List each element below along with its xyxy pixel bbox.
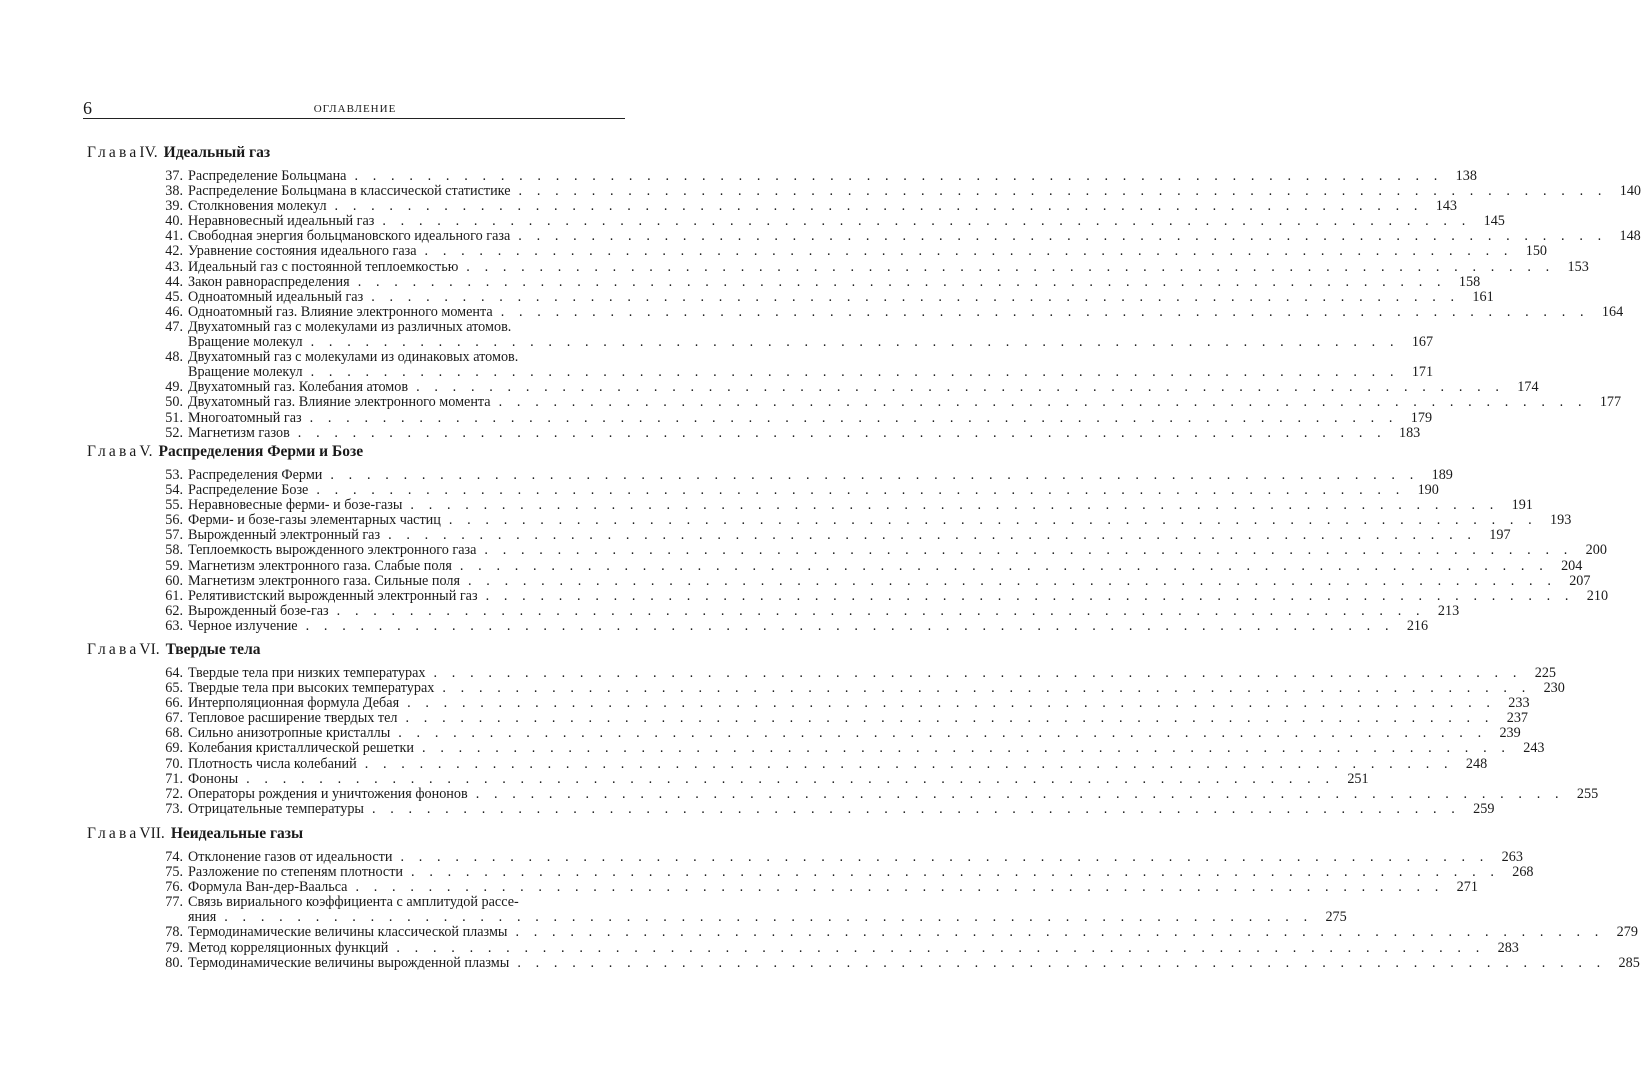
chapter-title: Неидеальные газы — [170, 825, 304, 842]
entry-page: 283 — [1497, 939, 1519, 956]
dot-leader: . . . . . . . . . . . . . . . . . . . . . . . . . . . . . . . . . . . . . . . . . . . . . . . . . . . . . . . . . . . . — [364, 755, 1454, 772]
entry-number: 40. — [165, 213, 183, 230]
entry-page: 225 — [1534, 665, 1556, 681]
dot-leader: . . . . . . . . . . . . . . . . . . . . . . . . . . . . . . . . . . . . . . . . . . . . . . . . . . . . . . . . . . . . — [316, 482, 1405, 499]
dot-leader: . . . . . . . . . . . . . . . . . . . . . . . . . . . . . . . . . . . . . . . . . . . . . . . . . . . . . . . . . . . . — [310, 334, 1400, 351]
entry-page: 275 — [1325, 909, 1347, 926]
entry-page: 183 — [1398, 424, 1421, 441]
entry-page: 177 — [1599, 394, 1622, 411]
entry-number: 58. — [165, 542, 183, 559]
entry-title: Твердые тела при низких температурах — [188, 665, 426, 681]
entry-number: 62. — [165, 602, 183, 619]
entry-page: 153 — [1567, 258, 1589, 275]
toc-entry[interactable] — [87, 695, 1530, 712]
entry-title: Разложение по степеням плотности — [188, 864, 404, 881]
chapter-numeral: IV. — [139, 144, 158, 161]
toc-entry[interactable] — [87, 954, 1640, 971]
entry-title: Распределение Больцмана в классической статистике — [188, 183, 511, 200]
dot-leader: . . . . . . . . . . . . . . . . . . . . . . . . . . . . . . . . . . . . . . . . . . . . . . . . . . . . . . . . . . . . — [309, 409, 1399, 426]
toc-entry[interactable] — [87, 288, 1494, 305]
entry-title: Термодинамические величины классической плазмы — [188, 924, 508, 941]
entry-title: Метод корреляционных функций — [188, 939, 389, 956]
toc-entry[interactable] — [87, 512, 1572, 529]
entry-number: 49. — [165, 379, 183, 396]
dot-leader: . . . . . . . . . . . . . . . . . . . . . . . . . . . . . . . . . . . . . . . . . . . . . . . . . . . . . . . . . . . . — [500, 303, 1590, 320]
entry-title: Вырожденный бозе-газ — [188, 602, 329, 619]
dot-leader: . . . . . . . . . . . . . . . . . . . . . . . . . . . . . . . . . . . . . . . . . . . . . . . . . . . . . . . . . . . . — [357, 273, 1447, 290]
entry-title: Неравновесный идеальный газ — [188, 213, 375, 230]
toc-entry-continuation[interactable] — [87, 334, 1434, 351]
dot-leader: . . . . . . . . . . . . . . . . . . . . . . . . . . . . . . . . . . . . . . . . . . . . . . . . . . . . . . . . . . . . — [484, 542, 1573, 559]
chapter-heading — [87, 823, 625, 844]
toc-entry[interactable] — [87, 350, 625, 365]
toc-entry[interactable] — [87, 213, 1505, 230]
toc-entry[interactable] — [87, 409, 1433, 426]
dot-leader: . . . . . . . . . . . . . . . . . . . . . . . . . . . . . . . . . . . . . . . . . . . . . . . . . . . . . . . . . . . . — [382, 213, 1471, 230]
entry-title: Плотность числа колебаний — [188, 755, 357, 772]
entry-page: 251 — [1347, 770, 1369, 787]
toc-entry[interactable] — [87, 394, 1622, 411]
entry-indent — [87, 910, 183, 925]
entry-title-continuation: яния — [188, 909, 217, 926]
chapter-numeral: VII. — [139, 825, 165, 842]
entry-page: 285 — [1618, 954, 1640, 971]
toc-entry[interactable] — [87, 800, 1495, 817]
entry-title: Формула Ван-дер-Ваальса — [188, 879, 348, 896]
entry-number: 71. — [165, 770, 183, 787]
dot-leader: . . . . . . . . . . . . . . . . . . . . . . . . . . . . . . . . . . . . . . . . . . . . . . . . . . . . . . . . . . . . — [433, 665, 1522, 681]
toc-entry[interactable] — [87, 755, 1488, 772]
toc-entry[interactable] — [87, 183, 1641, 200]
entry-title: Релятивистский вырожденный электронный газ — [188, 587, 478, 604]
toc-entry[interactable] — [87, 168, 1477, 184]
toc-entry[interactable] — [87, 770, 1369, 787]
entry-number: 74. — [165, 849, 183, 865]
toc-entry-continuation[interactable] — [87, 909, 1347, 926]
toc-entry[interactable] — [87, 497, 1533, 514]
entry-title: Двухатомный газ с молекулами из различных атомов. — [188, 318, 512, 335]
entry-title: Черное излучение — [188, 617, 298, 634]
entry-title: Двухатомный газ с молекулами из одинаковых атомов. — [188, 349, 519, 366]
chapter-vi — [87, 639, 1599, 817]
chapter-title: Идеальный газ — [163, 144, 271, 161]
entry-title: Уравнение состояния идеального газа — [188, 243, 417, 260]
toc-entry[interactable] — [87, 198, 1458, 215]
toc-entry[interactable] — [87, 303, 1624, 320]
entry-title: Свободная энергия больцмановского идеального газа — [188, 228, 511, 245]
chapter-heading — [87, 142, 625, 163]
dot-leader: . . . . . . . . . . . . . . . . . . . . . . . . . . . . . . . . . . . . . . . . . . . . . . . . . . . . . . . . . . . . — [442, 680, 1531, 697]
chapter-vii — [87, 823, 1640, 971]
running-title: ОГЛАВЛЕНИЕ — [313, 103, 397, 115]
dot-leader: . . . . . . . . . . . . . . . . . . . . . . . . . . . . . . . . . . . . . . . . . . . . . . . . . . . . . . . . . . . . — [466, 258, 1555, 275]
toc-entry[interactable] — [87, 710, 1528, 727]
entry-number: 79. — [165, 939, 183, 956]
entry-number: 75. — [165, 864, 183, 881]
entry-title: Идеальный газ с постоянной теплоемкостью — [188, 258, 459, 275]
entry-indent — [87, 335, 183, 350]
entry-page: 161 — [1472, 288, 1494, 305]
entry-title: Магнетизм газов — [188, 424, 290, 441]
dot-leader: . . . . . . . . . . . . . . . . . . . . . . . . . . . . . . . . . . . . . . . . . . . . . . . . . . . . . . . . . . . . — [355, 879, 1444, 896]
toc-entry[interactable] — [87, 587, 1609, 604]
entry-title-continuation: Вращение молекул — [188, 334, 303, 351]
dot-leader: . . . . . . . . . . . . . . . . . . . . . . . . . . . . . . . . . . . . . . . . . . . . . . . . . . . . . . . . . . . . — [224, 909, 1313, 926]
entry-number: 72. — [165, 785, 183, 802]
entry-number: 70. — [165, 755, 183, 772]
entry-title: Фононы — [188, 770, 239, 787]
entry-page: 243 — [1523, 740, 1545, 757]
entry-page: 164 — [1601, 303, 1624, 320]
toc-entry[interactable] — [87, 243, 1548, 260]
dot-leader: . . . . . . . . . . . . . . . . . . . . . . . . . . . . . . . . . . . . . . . . . . . . . . . . . . . . . . . . . . . . — [518, 183, 1608, 200]
entry-number: 42. — [165, 243, 183, 260]
entry-page: 204 — [1561, 557, 1583, 574]
entry-page: 239 — [1499, 725, 1521, 742]
entry-page: 279 — [1616, 924, 1638, 941]
toc-entry[interactable] — [87, 320, 625, 335]
dot-leader: . . . . . . . . . . . . . . . . . . . . . . . . . . . . . . . . . . . . . . . . . . . . . . . . . . . . . . . . . . . . — [422, 740, 1511, 757]
toc-entry[interactable] — [87, 602, 1460, 619]
chapter-numeral: V. — [139, 443, 153, 460]
entry-number: 73. — [165, 800, 183, 817]
dot-leader: . . . . . . . . . . . . . . . . . . . . . . . . . . . . . . . . . . . . . . . . . . . . . . . . . . . . . . . . . . . . — [459, 557, 1549, 574]
entry-page: 271 — [1456, 879, 1478, 896]
toc-entry[interactable] — [87, 273, 1481, 290]
entry-number: 66. — [165, 695, 183, 712]
dot-leader: . . . . . . . . . . . . . . . . . . . . . . . . . . . . . . . . . . . . . . . . . . . . . . . . . . . . . . . . . . . . — [424, 243, 1514, 260]
entry-number: 77. — [165, 894, 183, 911]
entry-number: 44. — [165, 273, 183, 290]
entry-title: Тепловое расширение твердых тел — [188, 710, 398, 727]
entry-title: Распределение Больцмана — [188, 168, 347, 184]
entry-title: Ферми- и бозе-газы элементарных частиц — [188, 512, 441, 529]
header-rule — [83, 118, 625, 119]
entry-title: Двухатомный газ. Колебания атомов — [188, 379, 409, 396]
entry-title: Термодинамические величины вырожденной плазмы — [188, 954, 510, 971]
dot-leader: . . . . . . . . . . . . . . . . . . . . . . . . . . . . . . . . . . . . . . . . . . . . . . . . . . . . . . . . . . . . — [475, 785, 1565, 802]
chapter-numeral: VI. — [139, 641, 160, 658]
dot-leader: . . . . . . . . . . . . . . . . . . . . . . . . . . . . . . . . . . . . . . . . . . . . . . . . . . . . . . . . . . . . — [485, 587, 1575, 604]
chapter-iv — [87, 142, 1641, 441]
dot-leader: . . . . . . . . . . . . . . . . . . . . . . . . . . . . . . . . . . . . . . . . . . . . . . . . . . . . . . . . . . . . — [407, 695, 1496, 712]
dot-leader: . . . . . . . . . . . . . . . . . . . . . . . . . . . . . . . . . . . . . . . . . . . . . . . . . . . . . . . . . . . . — [336, 602, 1426, 619]
page-number: 6 — [83, 98, 92, 118]
entry-number: 55. — [165, 497, 183, 514]
entry-title: Двухатомный газ. Влияние электронного момента — [188, 394, 491, 411]
entry-page: 216 — [1406, 617, 1429, 634]
entry-number: 43. — [165, 258, 183, 275]
entry-page: 193 — [1550, 512, 1572, 529]
toc-entry[interactable] — [87, 740, 1545, 757]
entry-page: 200 — [1585, 542, 1607, 559]
dot-leader: . . . . . . . . . . . . . . . . . . . . . . . . . . . . . . . . . . . . . . . . . . . . . . . . . . . . . . . . . . . . — [246, 770, 1335, 787]
toc-entry[interactable] — [87, 228, 1641, 245]
chapter-label: Глава — [87, 144, 140, 161]
entry-title: Операторы рождения и уничтожения фононов — [188, 785, 468, 802]
entry-title: Сильно анизотропные кристаллы — [188, 725, 391, 742]
toc-entry[interactable] — [87, 424, 1421, 441]
entry-title: Многоатомный газ — [188, 409, 302, 426]
entry-number: 61. — [165, 587, 183, 604]
toc-entry[interactable] — [87, 785, 1599, 802]
entry-number: 48. — [165, 349, 183, 366]
entry-page: 230 — [1543, 680, 1565, 697]
entry-title: Магнетизм электронного газа. Слабые поля — [188, 557, 452, 574]
dot-leader: . . . . . . . . . . . . . . . . . . . . . . . . . . . . . . . . . . . . . . . . . . . . . . . . . . . . . . . . . . . . — [354, 168, 1443, 184]
entry-page: 210 — [1586, 587, 1609, 604]
entry-page: 263 — [1501, 849, 1523, 865]
dot-leader: . . . . . . . . . . . . . . . . . . . . . . . . . . . . . . . . . . . . . . . . . . . . . . . . . . . . . . . . . . . . — [410, 497, 1499, 514]
toc-entry[interactable] — [87, 572, 1591, 589]
entry-number: 47. — [165, 318, 183, 335]
toc-entry[interactable] — [87, 258, 1589, 275]
entry-number: 37. — [165, 168, 183, 184]
chapter-label: Глава — [87, 641, 140, 658]
chapter-v — [87, 441, 1609, 634]
entry-title: Распределение Бозе — [188, 482, 309, 499]
entry-number: 45. — [165, 288, 183, 305]
dot-leader: . . . . . . . . . . . . . . . . . . . . . . . . . . . . . . . . . . . . . . . . . . . . . . . . . . . . . . . . . . . . — [448, 512, 1538, 529]
entry-number: 65. — [165, 680, 183, 697]
entry-page: 148 — [1619, 228, 1641, 245]
entry-number: 63. — [165, 617, 183, 634]
entry-number: 57. — [165, 527, 183, 544]
toc-entry[interactable] — [87, 879, 1478, 896]
dot-leader: . . . . . . . . . . . . . . . . . . . . . . . . . . . . . . . . . . . . . . . . . . . . . . . . . . . . . . . . . . . . — [411, 864, 1500, 881]
entry-title-continuation: Вращение молекул — [188, 364, 303, 381]
entry-page: 167 — [1411, 334, 1434, 351]
entry-page: 207 — [1569, 572, 1591, 589]
entry-page: 189 — [1431, 467, 1453, 483]
chapter-title: Распределения Ферми и Бозе — [158, 443, 364, 460]
entry-page: 197 — [1489, 527, 1511, 544]
toc-entry[interactable] — [87, 849, 1523, 865]
entry-number: 69. — [165, 740, 183, 757]
entry-number: 52. — [165, 424, 183, 441]
entry-page: 255 — [1576, 785, 1599, 802]
entry-title: Закон равнораспределения — [188, 273, 350, 290]
entry-number: 39. — [165, 198, 183, 215]
toc-entry[interactable] — [87, 895, 625, 910]
entry-page: 171 — [1411, 364, 1434, 381]
entry-number: 76. — [165, 879, 183, 896]
entry-number: 53. — [165, 467, 183, 483]
toc-entry-continuation[interactable] — [87, 364, 1434, 381]
dot-leader: . . . . . . . . . . . . . . . . . . . . . . . . . . . . . . . . . . . . . . . . . . . . . . . . . . . . . . . . . . . . — [388, 527, 1477, 544]
dot-leader: . . . . . . . . . . . . . . . . . . . . . . . . . . . . . . . . . . . . . . . . . . . . . . . . . . . . . . . . . . . . — [297, 424, 1387, 441]
toc-entry[interactable] — [87, 939, 1519, 956]
dot-leader: . . . . . . . . . . . . . . . . . . . . . . . . . . . . . . . . . . . . . . . . . . . . . . . . . . . . . . . . . . . . — [398, 725, 1487, 742]
entry-title: Магнетизм электронного газа. Сильные поля — [188, 572, 460, 589]
entry-page: 145 — [1483, 213, 1505, 230]
entry-page: 150 — [1525, 243, 1548, 260]
toc-entry[interactable] — [87, 617, 1429, 634]
chapter-label: Глава — [87, 825, 140, 842]
toc-entry[interactable] — [87, 379, 1539, 396]
chapter-heading — [87, 441, 625, 462]
entry-number: 60. — [165, 572, 183, 589]
entry-number: 78. — [165, 924, 183, 941]
entry-page: 191 — [1511, 497, 1533, 514]
entry-title: Одноатомный идеальный газ — [188, 288, 364, 305]
dot-leader: . . . . . . . . . . . . . . . . . . . . . . . . . . . . . . . . . . . . . . . . . . . . . . . . . . . . . . . . . . . . — [468, 572, 1557, 589]
toc-entry[interactable] — [87, 680, 1565, 697]
entry-number: 51. — [165, 409, 183, 426]
entry-number: 46. — [165, 303, 183, 320]
entry-title: Столкновения молекул — [188, 198, 327, 215]
dot-leader: . . . . . . . . . . . . . . . . . . . . . . . . . . . . . . . . . . . . . . . . . . . . . . . . . . . . . . . . . . . . — [396, 939, 1485, 956]
entry-page: 190 — [1417, 482, 1439, 499]
dot-leader: . . . . . . . . . . . . . . . . . . . . . . . . . . . . . . . . . . . . . . . . . . . . . . . . . . . . . . . . . . . . — [305, 617, 1395, 634]
entry-title: Распределения Ферми — [188, 467, 323, 483]
entry-number: 41. — [165, 228, 183, 245]
entry-page: 233 — [1508, 695, 1530, 712]
entry-title: Колебания кристаллической решетки — [188, 740, 415, 757]
entry-title: Одноатомный газ. Влияние электронного момента — [188, 303, 493, 320]
entry-title: Неравновесные ферми- и бозе-газы — [188, 497, 403, 514]
entry-number: 56. — [165, 512, 183, 529]
entry-title: Связь вириального коэффициента с амплитудой рассе- — [188, 894, 519, 911]
entry-page: 213 — [1437, 602, 1460, 619]
entry-number: 67. — [165, 710, 183, 727]
entry-number: 38. — [165, 183, 183, 200]
toc-entry[interactable] — [87, 924, 1638, 941]
dot-leader: . . . . . . . . . . . . . . . . . . . . . . . . . . . . . . . . . . . . . . . . . . . . . . . . . . . . . . . . . . . . — [517, 954, 1606, 971]
dot-leader: . . . . . . . . . . . . . . . . . . . . . . . . . . . . . . . . . . . . . . . . . . . . . . . . . . . . . . . . . . . . — [518, 228, 1607, 245]
entry-number: 80. — [165, 954, 183, 971]
dot-leader: . . . . . . . . . . . . . . . . . . . . . . . . . . . . . . . . . . . . . . . . . . . . . . . . . . . . . . . . . . . . — [405, 710, 1494, 727]
entry-page: 158 — [1458, 273, 1481, 290]
dot-leader: . . . . . . . . . . . . . . . . . . . . . . . . . . . . . . . . . . . . . . . . . . . . . . . . . . . . . . . . . . . . — [371, 288, 1460, 305]
entry-page: 143 — [1435, 198, 1458, 215]
entry-title: Интерполяционная формула Дебая — [188, 695, 400, 712]
entry-page: 268 — [1512, 864, 1534, 881]
entry-title: Отрицательные температуры — [188, 800, 364, 817]
toc-entry[interactable] — [87, 542, 1607, 559]
dot-leader: . . . . . . . . . . . . . . . . . . . . . . . . . . . . . . . . . . . . . . . . . . . . . . . . . . . . . . . . . . . . — [371, 800, 1461, 817]
chapter-label: Глава — [87, 443, 140, 460]
entry-page: 237 — [1506, 710, 1528, 727]
dot-leader: . . . . . . . . . . . . . . . . . . . . . . . . . . . . . . . . . . . . . . . . . . . . . . . . . . . . . . . . . . . . — [416, 379, 1505, 396]
entry-page: 138 — [1455, 168, 1477, 184]
chapter-title: Твердые тела — [165, 641, 261, 658]
entry-number: 64. — [165, 665, 183, 681]
toc-entry[interactable] — [87, 665, 1556, 681]
toc-entry[interactable] — [87, 467, 1453, 483]
entry-page: 174 — [1517, 379, 1539, 396]
toc-entry[interactable] — [87, 557, 1583, 574]
toc-entry[interactable] — [87, 482, 1439, 499]
toc-entry[interactable] — [87, 864, 1534, 881]
entry-number: 59. — [165, 557, 183, 574]
entry-page: 140 — [1619, 183, 1641, 200]
entry-number: 50. — [165, 394, 183, 411]
entry-page: 259 — [1473, 800, 1495, 817]
entry-title: Теплоемкость вырожденного электронного газа — [188, 542, 477, 559]
toc-entry[interactable] — [87, 527, 1511, 544]
entry-title: Твердые тела при высоких температурах — [188, 680, 435, 697]
dot-leader: . . . . . . . . . . . . . . . . . . . . . . . . . . . . . . . . . . . . . . . . . . . . . . . . . . . . . . . . . . . . — [334, 198, 1424, 215]
dot-leader: . . . . . . . . . . . . . . . . . . . . . . . . . . . . . . . . . . . . . . . . . . . . . . . . . . . . . . . . . . . . — [515, 924, 1604, 941]
dot-leader: . . . . . . . . . . . . . . . . . . . . . . . . . . . . . . . . . . . . . . . . . . . . . . . . . . . . . . . . . . . . — [330, 467, 1419, 483]
entry-indent — [87, 365, 183, 380]
chapter-heading — [87, 639, 625, 660]
dot-leader: . . . . . . . . . . . . . . . . . . . . . . . . . . . . . . . . . . . . . . . . . . . . . . . . . . . . . . . . . . . . — [400, 849, 1489, 865]
toc-entry[interactable] — [87, 725, 1521, 742]
entry-title: Отклонение газов от идеальности — [188, 849, 393, 865]
dot-leader: . . . . . . . . . . . . . . . . . . . . . . . . . . . . . . . . . . . . . . . . . . . . . . . . . . . . . . . . . . . . — [498, 394, 1588, 411]
entry-page: 179 — [1410, 409, 1433, 426]
entry-title: Вырожденный электронный газ — [188, 527, 381, 544]
entry-number: 54. — [165, 482, 183, 499]
entry-number: 68. — [165, 725, 183, 742]
entry-page: 248 — [1465, 755, 1488, 772]
dot-leader: . . . . . . . . . . . . . . . . . . . . . . . . . . . . . . . . . . . . . . . . . . . . . . . . . . . . . . . . . . . . — [310, 364, 1400, 381]
